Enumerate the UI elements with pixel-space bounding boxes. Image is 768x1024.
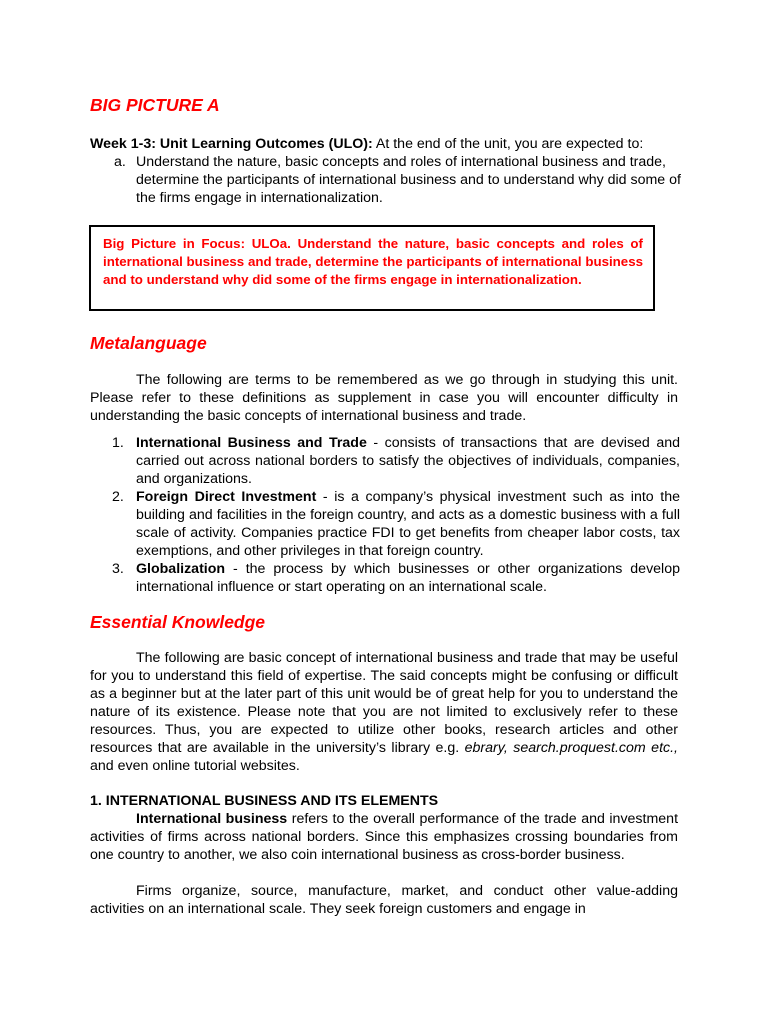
intro-main-text: The following are basic concept of international business and trade that may be useful for you to understand this field of expertise. The said concepts might be confusing or difficult as a beginner but at the later part of this unit would be of great help for you to understand the nature of its existence. Please note that you are not limited to exclusively refer to these resources. Thus, you are expected to utilize other books, research articles and other resources that are available in the university’s library e.g. [90, 650, 678, 756]
ulo-item-a [114, 153, 704, 207]
focus-box-text: Big Picture in Focus: ULOa. Understand the nature, basic concepts and roles of international business and trade, determine the participants of international business and to understand why did some of the firms engage in internationalization. [103, 236, 643, 287]
international-business-text: refers to the overall performance of the trade and investment activities of firms across national borders. Since this emphasizes crossing boundaries from one country to another, we also coin international business as cross-border business. [90, 811, 679, 863]
term-definition: - the process by which businesses or other organizations develop international influence or start operating on an international scale. [136, 561, 680, 595]
term-definition: - consists of transactions that are devised and carried out across national borders to satisfy the objectives of individuals, companies, and organizations. [136, 435, 680, 487]
term-number: 3. [112, 561, 124, 577]
intro-italic-text: ebrary, search.proquest.com etc., [464, 740, 678, 756]
essential-knowledge-intro [90, 649, 678, 775]
term-item [90, 560, 680, 596]
essential-knowledge-heading: Essential Knowledge [90, 612, 266, 632]
ulo-text: At the end of the unit, you are expected to: [372, 136, 644, 152]
metalanguage-intro: The following are terms to be remembered as we go through in studying this unit. Please refer to these definitions as supplement in case you will encounter difficulty in understanding the basic concepts of international business and trade. [90, 372, 678, 424]
term-number: 1. [112, 435, 124, 451]
big-picture-focus-box [89, 225, 655, 311]
firms-paragraph: Firms organize, source, manufacture, market, and conduct other value-adding activities on an international scale. They seek foreign customers and engage in [90, 883, 678, 917]
ulo-label: Week 1-3: Unit Learning Outcomes (ULO): [90, 136, 373, 152]
metalanguage-heading: Metalanguage [90, 333, 207, 353]
international-business-term: International business [136, 811, 288, 827]
big-picture-heading: BIG PICTURE A [90, 95, 220, 115]
term-item [90, 488, 680, 560]
term-number: 2. [112, 489, 124, 505]
intro-end-text: and even online tutorial websites. [90, 758, 300, 774]
term-name: Foreign Direct Investment [136, 489, 317, 505]
term-item [90, 434, 680, 488]
section-title: 1. INTERNATIONAL BUSINESS AND ITS ELEMENTS [90, 793, 439, 809]
international-business-paragraph [90, 810, 678, 864]
terms-list [90, 434, 680, 596]
ulo-statement [90, 135, 690, 153]
term-name: Globalization [136, 561, 226, 577]
ulo-item-text: Understand the nature, basic concepts and roles of international business and trade, determine the participants of international business and to understand why did some of the firms engage in internationalization. [136, 154, 681, 206]
ulo-item-marker: a. [114, 154, 126, 170]
term-definition: - is a company’s physical investment such as into the building and facilities in the foreign country, and acts as a domestic business with a full scale of activity. Companies practice FDI to get benefits from cheaper labor costs, tax exemptions, and other privileges in that foreign country. [136, 489, 680, 559]
term-name: International Business and Trade [136, 435, 367, 451]
